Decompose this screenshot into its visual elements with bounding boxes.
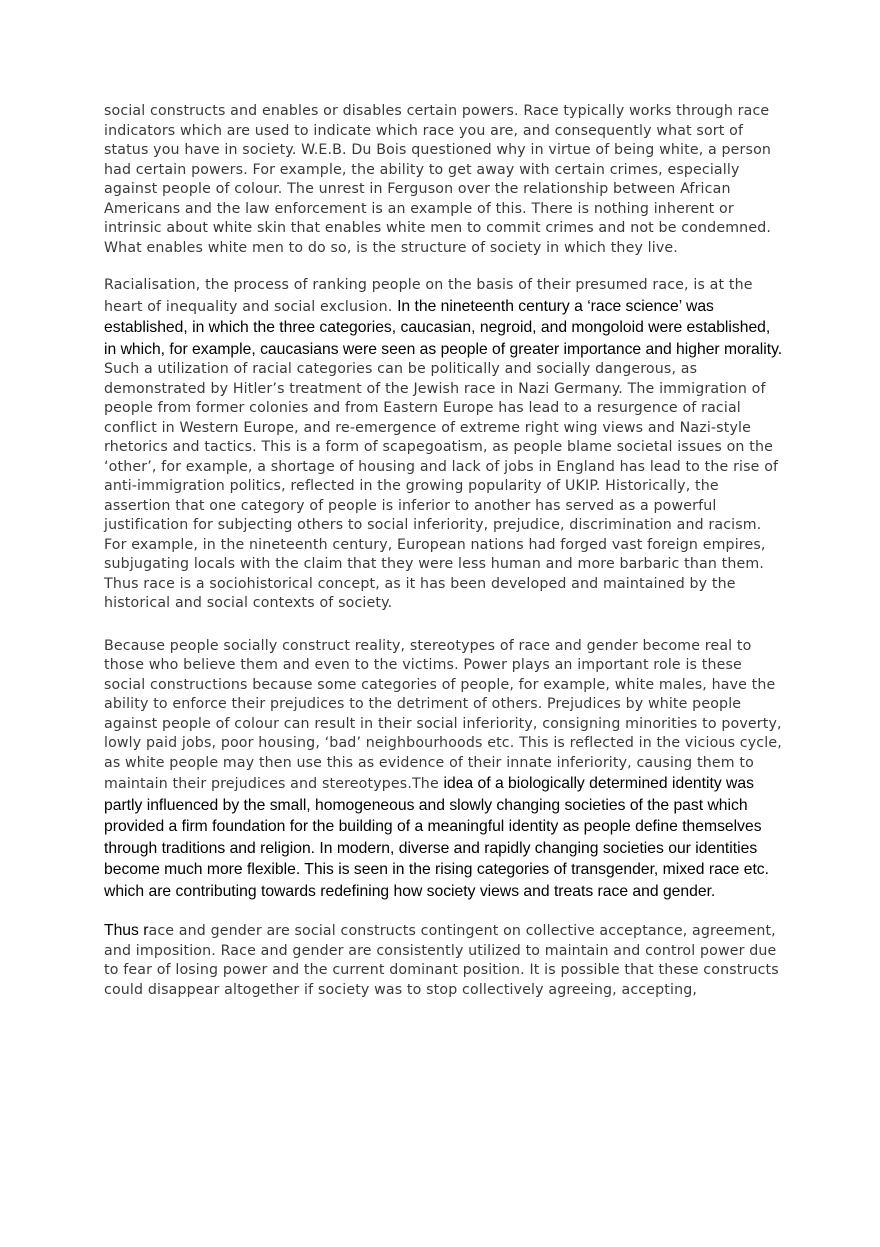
paragraph-text-thus: Thus r <box>104 922 149 939</box>
paragraph-text: social constructs and enables or disables certain powers. Race typically works through race indicators which are used to indicate which race you are, and consequently what sort of status you have in society. W.E.B. Du Bois questioned why in virtue of being white, a person had certain powers. For example, the ability to get away with certain crimes, especially against people of colour. The unrest in Ferguson over the relationship between African Americans and the law enforcement is an example of this. There is nothing inherent or intrinsic about white skin that enables white men to commit crimes and not be condemned. What enables white men to do so, is the structure of society in which they live. <box>104 103 772 256</box>
paragraph-conclusion <box>104 920 784 1000</box>
paragraph-text-race-science: In the nineteenth century a ‘race science’ was established, in which the three categories, caucasian, negroid, and mongoloid were established, in which, for example, caucasians were seen as people of greater importance and higher morality. <box>104 297 783 358</box>
paragraph-text-biological-identity: idea of a biologically determined identity was partly influenced by the small, homogeneous and slowly changing societies of the past which provided a firm foundation for the building of a meaningful identity as people define themselves through traditions and religion. In modern, diverse and rapidly changing societies our identities become much more flexible. This is seen in the rising categories of transgender, mixed race etc. which are contributing towards redefining how society views and treats race and gender. <box>104 775 770 900</box>
paragraph-text: Such a utilization of racial categories can be politically and socially dangerous, as demonstrated by Hitler’s treatment of the Jewish race in Nazi Germany. The immigration of people from former colonies and from Eastern Europe has lead to a resurgence of racial conflict in Western Europe, and re-emergence of extreme right wing views and Nazi-style rhetorics and tactics. This is a form of scapegoatism, as people blame societal issues on the ‘other’, for example, a shortage of housing and lack of jobs in England has lead to the rise of anti-immigration politics, reflected in the growing popularity of UKIP. Historically, the assertion that one category of people is inferior to another has served as a powerful justification for subjecting others to social inferiority, prejudice, discrimination and racism. For example, in the nineteenth century, European nations had forged vast foreign empires, subjugating locals with the claim that they were less human and more barbaric than them. Thus race is a sociohistorical concept, as it has been developed and maintained by the historical and social contexts of society. <box>104 361 779 611</box>
paragraph-text: ace and gender are social constructs contingent on collective acceptance, agreement, and imposition. Race and gender are consistently utilized to maintain and control power due to fear of losing power and the current dominant position. It is possible that these constructs could disappear altogether if society was to stop collectively agreeing, accepting, <box>104 923 779 998</box>
paragraph-race-indicators <box>104 102 784 258</box>
paragraph-text: Racialisation, the process of ranking people on the basis of their presumed race, is at the heart of inequality and social exclusion. <box>104 277 753 315</box>
paragraph-racialisation <box>104 276 784 614</box>
paragraph-social-construction <box>104 637 784 903</box>
document-page <box>104 102 784 1019</box>
paragraph-text: Because people socially construct reality, stereotypes of race and gender become real to those who believe them and even to the victims. Power plays an important role is these social constructions because some categories of people, for example, white males, have the ability to enforce their prejudices to the detriment of others. Prejudices by white people against people of colour can result in their social inferiority, consigning minorities to poverty, lowly paid jobs, poor housing, ‘bad’ neighbourhoods etc. This is reflected in the vicious cycle, as white people may then use this as evidence of their innate inferiority, causing them to maintain their prejudices and stereotypes.The <box>104 637 782 792</box>
